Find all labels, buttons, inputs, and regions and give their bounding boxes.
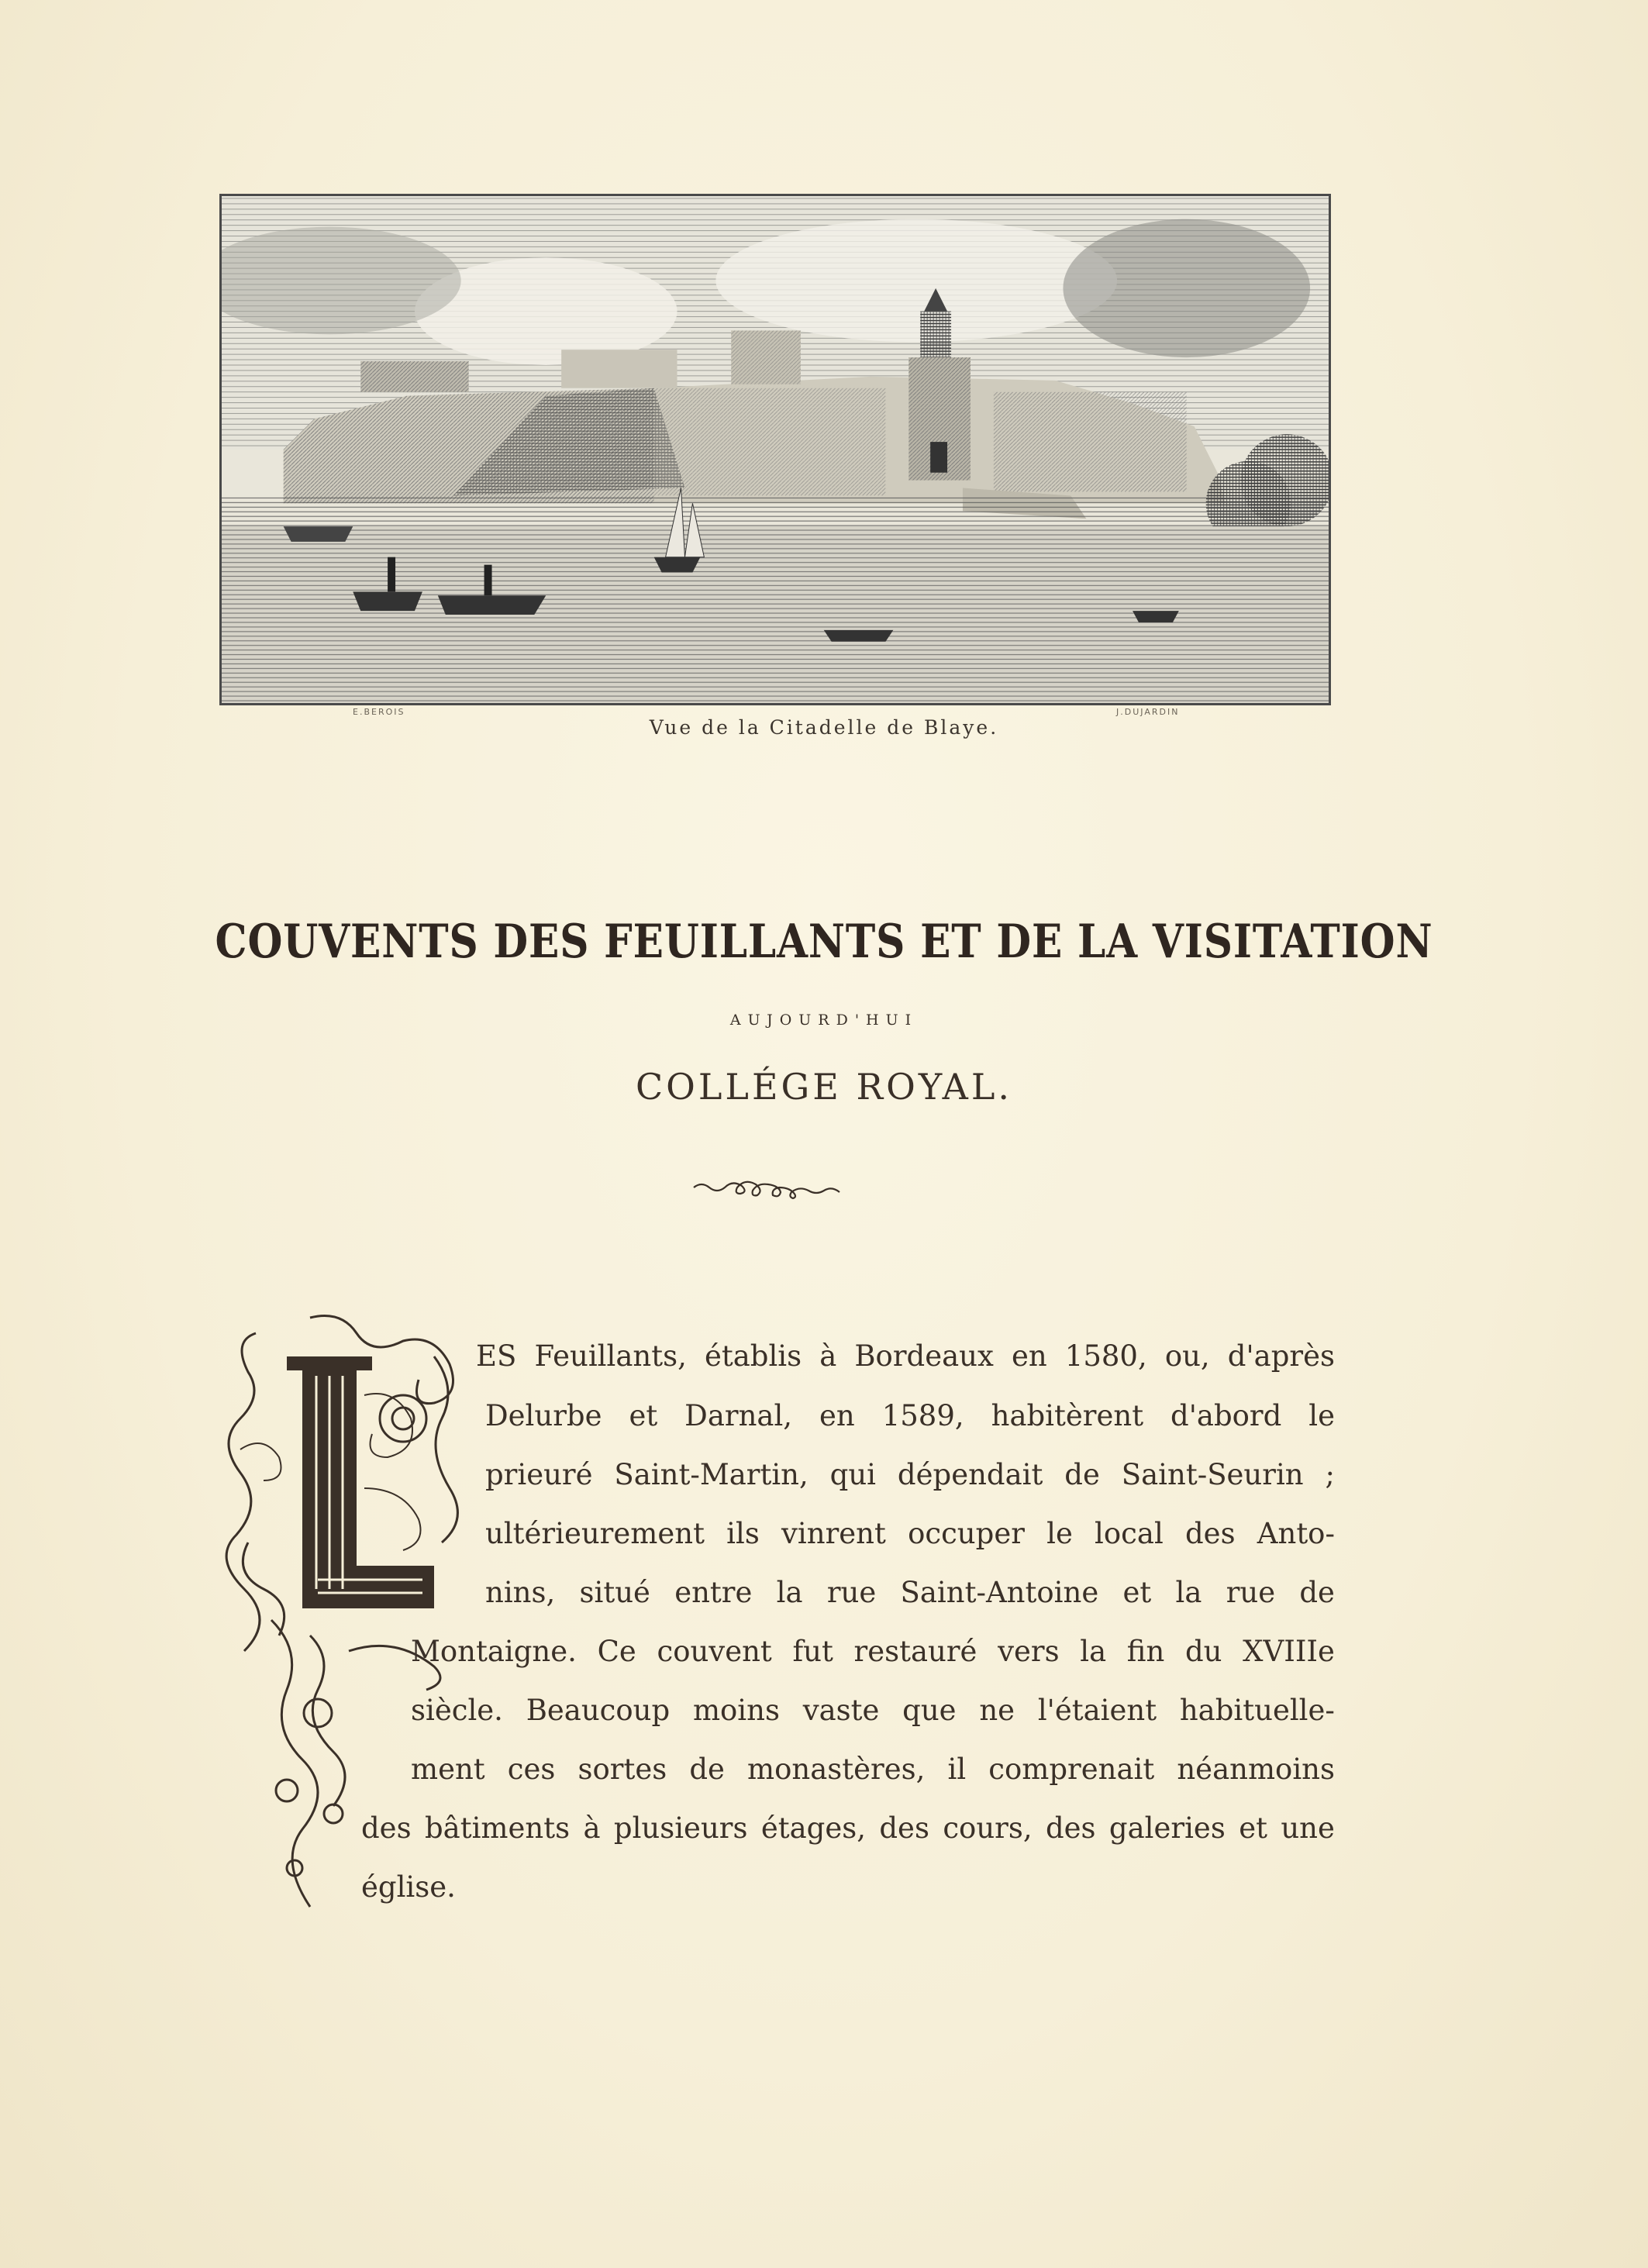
body-text-line: église. — [361, 1870, 456, 1904]
engraver-credit-left: E.BEROIS — [353, 707, 405, 717]
illustration-caption: Vue de la Citadelle de Blaye. — [649, 716, 999, 739]
body-text-line: nins, situé entre la rue Saint-Antoine et la rue de — [485, 1576, 1335, 1609]
body-text-line: Montaigne. Ce couvent fut restauré vers la fin du XVIIIe — [411, 1635, 1335, 1668]
ornamental-divider-icon — [690, 1170, 868, 1201]
chapter-subtitle: AUJOURD'HUI — [729, 1012, 919, 1029]
body-text-line: ultérieurement ils vinrent occuper le local des Anto- — [485, 1517, 1335, 1550]
chapter-title-secondary: COLLÉGE ROYAL. — [635, 1066, 1013, 1108]
body-text-line: des bâtiments à plusieurs étages, des cours, des galeries et une — [361, 1811, 1335, 1845]
engraver-credit-right: J.DUJARDIN — [1116, 707, 1180, 717]
citadel-engraving-image — [219, 194, 1331, 705]
body-text-line: ment ces sortes de monastères, il comprenait néanmoins — [411, 1753, 1335, 1786]
body-text-line: prieuré Saint-Martin, qui dépendait de Saint-Seurin ; — [485, 1458, 1335, 1491]
chapter-title: COUVENTS DES FEUILLANTS ET DE LA VISITATION — [215, 915, 1433, 969]
body-text-line: ES Feuillants, établis à Bordeaux en 1580, ou, d'après — [476, 1339, 1335, 1373]
body-text-line: siècle. Beaucoup moins vaste que ne l'étaient habituelle- — [411, 1694, 1335, 1727]
body-text-line: Delurbe et Darnal, en 1589, habitèrent d'abord le — [485, 1399, 1335, 1432]
